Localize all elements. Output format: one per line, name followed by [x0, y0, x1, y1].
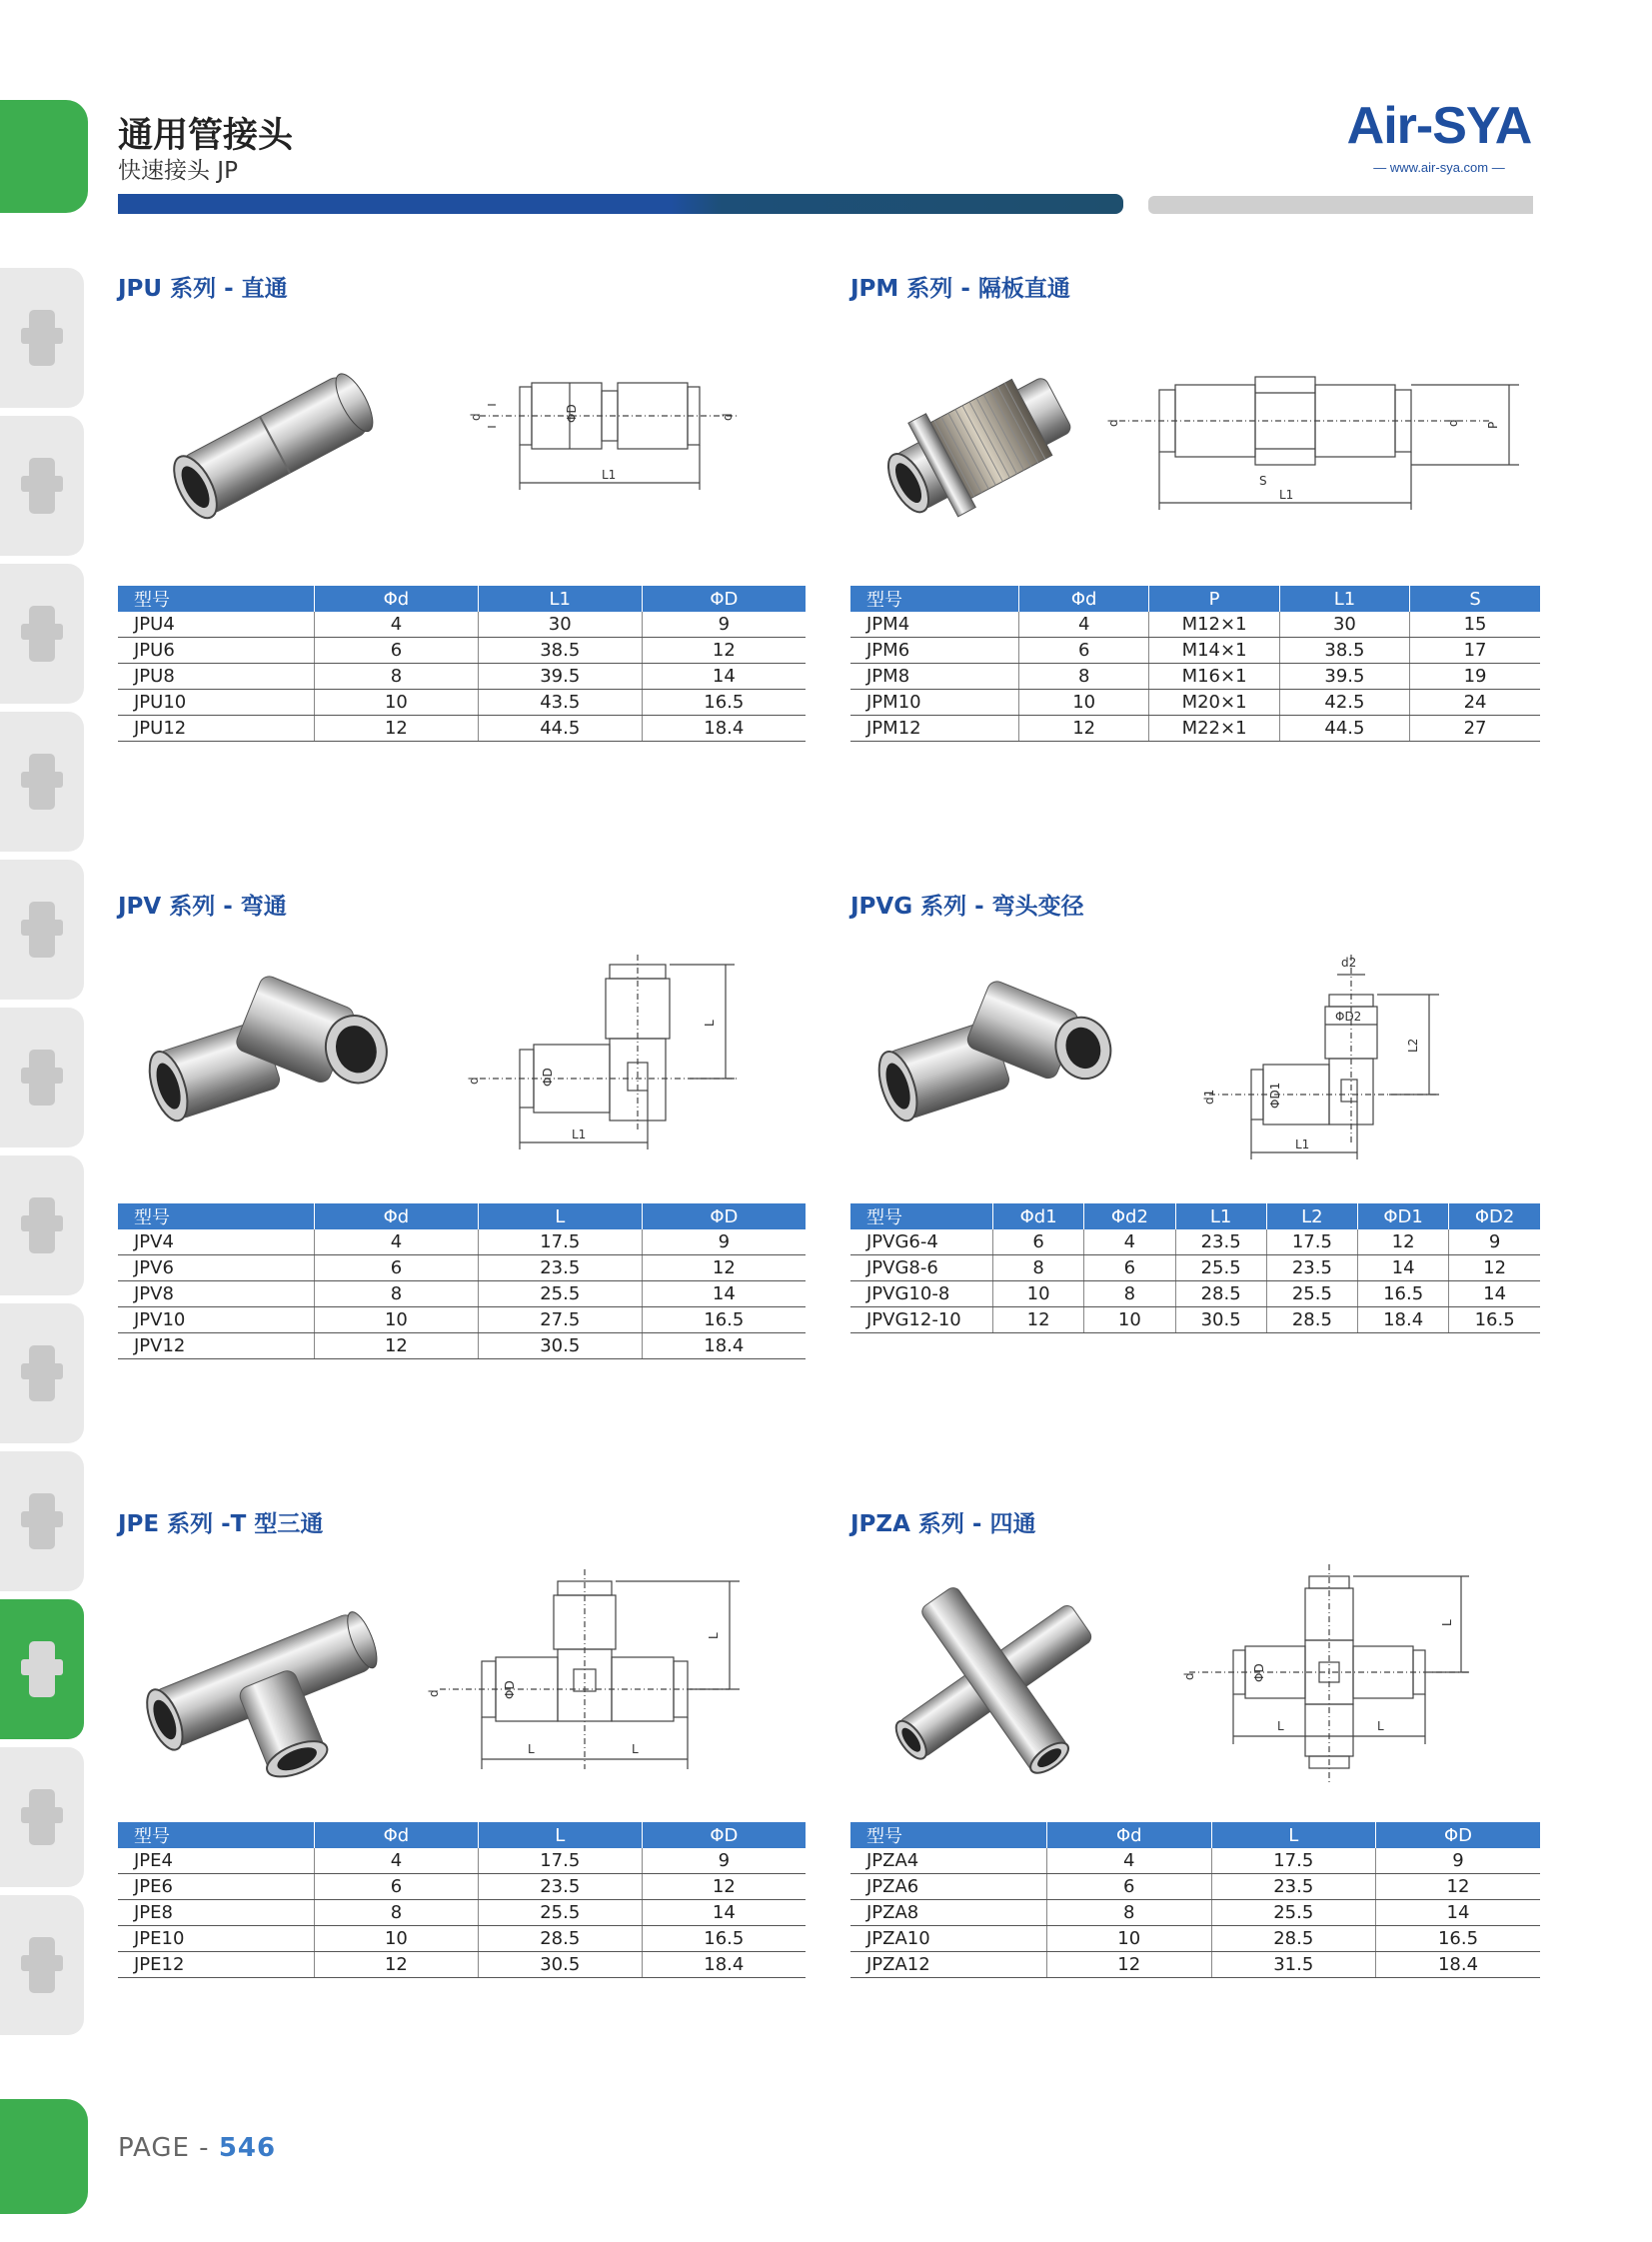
- column-header: ΦD2: [1449, 1203, 1540, 1229]
- table-cell: 8: [1019, 664, 1149, 690]
- table-row: [850, 638, 1540, 664]
- section-title-jpvg: JPVG 系列 - 弯头变径: [850, 894, 1084, 920]
- column-header: L1: [1279, 586, 1409, 612]
- column-header: L: [1211, 1822, 1376, 1848]
- table-cell: 30.5: [478, 1333, 642, 1359]
- jpv-label-phiD: ΦD: [541, 1068, 555, 1087]
- table-cell: 42.5: [1279, 690, 1409, 716]
- table-cell: 9: [642, 1229, 806, 1255]
- sidebar-tab[interactable]: [0, 1155, 84, 1295]
- table-cell: 8: [315, 1281, 479, 1307]
- table-row: [118, 638, 806, 664]
- jpvg-dimension-drawing: [1199, 945, 1459, 1164]
- table-row: [850, 1926, 1540, 1952]
- table-cell: 16.5: [642, 1307, 806, 1333]
- section-title-jpu: JPU 系列 - 直通: [118, 276, 288, 302]
- jpza-label-d: d: [1182, 1672, 1196, 1680]
- section-title-jpv: JPV 系列 - 弯通: [118, 894, 287, 920]
- table-row: [850, 1874, 1540, 1900]
- sidebar-top-accent: [0, 100, 88, 213]
- page-subtitle: 快速接头 JP: [118, 158, 238, 184]
- table-header-row: [850, 1822, 1540, 1848]
- table-cell: 17.5: [1266, 1229, 1357, 1255]
- table-cell: 8: [315, 1900, 479, 1926]
- table-row: [850, 1281, 1540, 1307]
- table-cell: JPVG12-10: [850, 1307, 993, 1333]
- table-cell: 6: [315, 638, 479, 664]
- table-cell: JPM12: [850, 716, 1019, 742]
- table-cell: JPU4: [118, 612, 315, 638]
- column-header: 型号: [850, 1203, 993, 1229]
- gripper-icon: [19, 1481, 65, 1561]
- jpm-spec-table: [850, 586, 1540, 742]
- column-header: Φd: [315, 1203, 479, 1229]
- pipe-fitting-icon: [19, 1629, 65, 1709]
- table-cell: 44.5: [478, 716, 642, 742]
- jpe-label-phiD: ΦD: [503, 1680, 517, 1699]
- table-cell: M14×1: [1149, 638, 1279, 664]
- jpu-label-phiD: ΦD: [565, 404, 579, 423]
- jpvg-label-L1: L1: [1295, 1137, 1310, 1151]
- table-cell: JPV8: [118, 1281, 315, 1307]
- sidebar-tab[interactable]: [0, 860, 84, 1000]
- table-cell: 14: [1358, 1255, 1449, 1281]
- jpm-label-L1: L1: [1279, 488, 1294, 502]
- flow-control-icon: [19, 1185, 65, 1265]
- sidebar-bottom-accent: [0, 2099, 88, 2214]
- table-cell: JPZA12: [850, 1952, 1047, 1978]
- column-header: Φd: [1019, 586, 1149, 612]
- column-header: ΦD: [642, 1822, 806, 1848]
- table-cell: M12×1: [1149, 612, 1279, 638]
- column-header: ΦD: [642, 586, 806, 612]
- table-cell: 10: [315, 690, 479, 716]
- table-cell: 12: [642, 1255, 806, 1281]
- table-cell: 12: [315, 1333, 479, 1359]
- table-cell: JPU6: [118, 638, 315, 664]
- table-cell: JPU12: [118, 716, 315, 742]
- table-cell: 9: [1376, 1848, 1541, 1874]
- table-cell: 18.4: [1358, 1307, 1449, 1333]
- table-cell: JPE8: [118, 1900, 315, 1926]
- page-title: 通用管接头: [118, 116, 294, 156]
- brand-url: — www.air-sya.com —: [1373, 160, 1505, 175]
- table-cell: 44.5: [1279, 716, 1409, 742]
- table-cell: 15: [1410, 612, 1540, 638]
- table-cell: 16.5: [642, 690, 806, 716]
- table-cell: 23.5: [1211, 1874, 1376, 1900]
- vacuum-cup-icon: [19, 1925, 65, 2005]
- table-cell: 23.5: [1175, 1229, 1266, 1255]
- table-cell: 12: [315, 1952, 479, 1978]
- sidebar-tab[interactable]: [0, 712, 84, 852]
- jpe-tee-fitting-photo: [140, 1579, 390, 1779]
- table-row: [118, 1229, 806, 1255]
- table-cell: 27.5: [478, 1307, 642, 1333]
- table-row: [118, 664, 806, 690]
- table-cell: 14: [642, 1900, 806, 1926]
- table-cell: 24: [1410, 690, 1540, 716]
- table-cell: 31.5: [1211, 1952, 1376, 1978]
- jpv-spec-table: [118, 1203, 806, 1359]
- table-cell: 14: [642, 1281, 806, 1307]
- lubricator-icon: [19, 446, 65, 526]
- table-cell: 23.5: [478, 1255, 642, 1281]
- table-cell: JPE6: [118, 1874, 315, 1900]
- jpe-label-L-vertical: L: [707, 1632, 721, 1639]
- jpu-straight-fitting-photo: [160, 355, 390, 535]
- section-title-jpm: JPM 系列 - 隔板直通: [850, 276, 1070, 302]
- table-cell: 27: [1410, 716, 1540, 742]
- table-cell: JPM8: [850, 664, 1019, 690]
- table-cell: 8: [315, 664, 479, 690]
- table-cell: 10: [1047, 1926, 1212, 1952]
- solenoid-valve-icon: [19, 742, 65, 822]
- pressure-gauge-valve-icon: [19, 594, 65, 674]
- table-cell: 14: [1449, 1281, 1540, 1307]
- table-cell: JPVG10-8: [850, 1281, 993, 1307]
- table-cell: 16.5: [1376, 1926, 1541, 1952]
- table-header-row: [850, 586, 1540, 612]
- jpm-label-d2: d: [1446, 419, 1460, 427]
- table-row: [118, 1952, 806, 1978]
- table-cell: 6: [1047, 1874, 1212, 1900]
- table-row: [850, 612, 1540, 638]
- table-cell: JPZA10: [850, 1926, 1047, 1952]
- column-header: 型号: [850, 1822, 1047, 1848]
- table-row: [118, 690, 806, 716]
- table-cell: 6: [315, 1874, 479, 1900]
- column-header: L: [478, 1203, 642, 1229]
- table-row: [118, 1255, 806, 1281]
- silencer-icon: [19, 1777, 65, 1857]
- table-cell: 9: [1449, 1229, 1540, 1255]
- table-header-row: [850, 1203, 1540, 1229]
- table-cell: 25.5: [1175, 1255, 1266, 1281]
- column-header: 型号: [118, 586, 315, 612]
- table-cell: 25.5: [478, 1281, 642, 1307]
- table-cell: M22×1: [1149, 716, 1279, 742]
- jpza-label-L-right: L: [1377, 1719, 1384, 1733]
- sidebar-tab[interactable]: [0, 1008, 84, 1147]
- table-cell: 14: [1376, 1900, 1541, 1926]
- table-header-row: [118, 1822, 806, 1848]
- filter-regulator-icon: [19, 298, 65, 378]
- table-cell: 4: [1084, 1229, 1175, 1255]
- table-cell: 28.5: [1175, 1281, 1266, 1307]
- jpu-label-d2: d: [721, 413, 735, 421]
- table-cell: 25.5: [1211, 1900, 1376, 1926]
- column-header: Φd1: [993, 1203, 1084, 1229]
- column-header: Φd: [1047, 1822, 1212, 1848]
- column-header: P: [1149, 586, 1279, 612]
- table-cell: 4: [315, 1229, 479, 1255]
- page-label-text: PAGE -: [118, 2133, 219, 2163]
- table-cell: 4: [315, 612, 479, 638]
- table-cell: JPM6: [850, 638, 1019, 664]
- column-header: L1: [1175, 1203, 1266, 1229]
- table-cell: 18.4: [1376, 1952, 1541, 1978]
- table-row: [850, 1900, 1540, 1926]
- table-row: [118, 612, 806, 638]
- column-header: L1: [478, 586, 642, 612]
- table-cell: JPE10: [118, 1926, 315, 1952]
- jpe-spec-table: [118, 1822, 806, 1978]
- table-cell: 12: [1019, 716, 1149, 742]
- table-cell: 17.5: [478, 1229, 642, 1255]
- table-cell: M20×1: [1149, 690, 1279, 716]
- table-cell: 28.5: [1266, 1307, 1357, 1333]
- table-cell: 43.5: [478, 690, 642, 716]
- column-header: 型号: [850, 586, 1019, 612]
- sidebar-tab[interactable]: [0, 1303, 84, 1443]
- jpv-label-L1: L1: [572, 1127, 587, 1141]
- sidebar-tab[interactable]: [0, 564, 84, 704]
- jpm-label-S: S: [1259, 474, 1267, 488]
- table-cell: 19: [1410, 664, 1540, 690]
- hand-valve-icon: [19, 890, 65, 970]
- page-number-value: 546: [218, 2133, 277, 2163]
- sidebar-tab[interactable]: [0, 1451, 84, 1591]
- table-cell: 10: [315, 1307, 479, 1333]
- table-cell: 12: [642, 638, 806, 664]
- header-bar-gray: [1148, 196, 1533, 214]
- table-cell: JPZA8: [850, 1900, 1047, 1926]
- column-header: Φd2: [1084, 1203, 1175, 1229]
- table-cell: 30.5: [478, 1952, 642, 1978]
- jpe-label-L-right: L: [632, 1742, 639, 1756]
- jpvg-label-phiD2: ΦD2: [1335, 1010, 1362, 1024]
- table-cell: 30: [1279, 612, 1409, 638]
- table-cell: JPV6: [118, 1255, 315, 1281]
- table-row: [118, 1281, 806, 1307]
- table-cell: 18.4: [642, 1952, 806, 1978]
- column-header: ΦD: [1376, 1822, 1541, 1848]
- column-header: S: [1410, 586, 1540, 612]
- table-cell: JPZA4: [850, 1848, 1047, 1874]
- column-header: 型号: [118, 1203, 315, 1229]
- table-cell: 12: [642, 1874, 806, 1900]
- table-cell: 6: [1084, 1255, 1175, 1281]
- jpvg-label-L2: L2: [1406, 1038, 1420, 1053]
- column-header: 型号: [118, 1822, 315, 1848]
- table-cell: 30.5: [1175, 1307, 1266, 1333]
- table-cell: 6: [993, 1229, 1084, 1255]
- table-cell: 4: [1019, 612, 1149, 638]
- table-row: [850, 1952, 1540, 1978]
- jpvg-label-phiD1: ΦD1: [1268, 1082, 1282, 1109]
- table-cell: 9: [642, 612, 806, 638]
- table-cell: 38.5: [478, 638, 642, 664]
- table-cell: 39.5: [478, 664, 642, 690]
- table-cell: 6: [315, 1255, 479, 1281]
- jpm-dimension-drawing: [1099, 365, 1539, 520]
- jpm-bulkhead-fitting-photo: [869, 350, 1099, 540]
- column-header: ΦD: [642, 1203, 806, 1229]
- page-number: [118, 2133, 276, 2163]
- sidebar-tab[interactable]: [0, 268, 84, 408]
- brand-logo: Air-SYA: [1346, 97, 1532, 155]
- jpm-label-P: P: [1486, 421, 1500, 429]
- jpe-label-d: d: [427, 1689, 441, 1697]
- jpm-label-d: d: [1106, 419, 1120, 427]
- column-header: Φd: [315, 586, 479, 612]
- table-cell: 17.5: [478, 1848, 642, 1874]
- table-row: [850, 1229, 1540, 1255]
- jpvg-spec-table: [850, 1203, 1540, 1333]
- table-cell: 12: [1047, 1952, 1212, 1978]
- jpvg-reducing-elbow-photo: [859, 970, 1129, 1129]
- table-cell: 10: [1019, 690, 1149, 716]
- table-cell: 23.5: [1266, 1255, 1357, 1281]
- table-row: [118, 716, 806, 742]
- air-cylinder-icon: [19, 1333, 65, 1413]
- jpe-label-L-left: L: [528, 1742, 535, 1756]
- table-cell: JPU8: [118, 664, 315, 690]
- table-cell: 12: [1358, 1229, 1449, 1255]
- sidebar-tab[interactable]: [0, 1747, 84, 1887]
- section-title-jpza: JPZA 系列 - 四通: [850, 1511, 1036, 1537]
- table-cell: JPE12: [118, 1952, 315, 1978]
- column-header: ΦD1: [1358, 1203, 1449, 1229]
- table-cell: 8: [1084, 1281, 1175, 1307]
- table-row: [118, 1307, 806, 1333]
- table-cell: 16.5: [1358, 1281, 1449, 1307]
- jpza-spec-table: [850, 1822, 1540, 1978]
- table-row: [850, 1307, 1540, 1333]
- table-cell: JPM4: [850, 612, 1019, 638]
- table-cell: 10: [315, 1926, 479, 1952]
- table-cell: JPV12: [118, 1333, 315, 1359]
- table-cell: 12: [1376, 1874, 1541, 1900]
- table-cell: 18.4: [642, 716, 806, 742]
- table-cell: 12: [1449, 1255, 1540, 1281]
- jpvg-label-d1: d1: [1202, 1089, 1216, 1105]
- section-title-jpe: JPE 系列 -T 型三通: [118, 1511, 324, 1537]
- jpv-elbow-fitting-photo: [130, 970, 400, 1129]
- column-header: L: [478, 1822, 642, 1848]
- table-cell: 18.4: [642, 1333, 806, 1359]
- sidebar-tab[interactable]: [0, 416, 84, 556]
- table-cell: 10: [993, 1281, 1084, 1307]
- column-header: Φd: [315, 1822, 479, 1848]
- table-cell: 4: [315, 1848, 479, 1874]
- table-row: [850, 716, 1540, 742]
- table-row: [118, 1926, 806, 1952]
- header-bar-blue: [118, 194, 1123, 214]
- table-cell: JPU10: [118, 690, 315, 716]
- jpu-label-L1: L1: [602, 468, 617, 482]
- jpza-label-L-vertical: L: [1440, 1619, 1454, 1626]
- table-cell: 28.5: [1211, 1926, 1376, 1952]
- table-cell: 4: [1047, 1848, 1212, 1874]
- jpza-cross-fitting-photo: [879, 1579, 1109, 1779]
- sidebar-tab[interactable]: [0, 1895, 84, 2035]
- table-row: [850, 1848, 1540, 1874]
- table-cell: 38.5: [1279, 638, 1409, 664]
- table-cell: 8: [1047, 1900, 1212, 1926]
- table-header-row: [118, 586, 806, 612]
- table-cell: JPVG6-4: [850, 1229, 993, 1255]
- table-row: [118, 1900, 806, 1926]
- table-cell: 9: [642, 1848, 806, 1874]
- table-cell: 16.5: [1449, 1307, 1540, 1333]
- table-cell: JPM10: [850, 690, 1019, 716]
- table-cell: 10: [1084, 1307, 1175, 1333]
- jpe-dimension-drawing: [410, 1569, 760, 1779]
- table-cell: JPV4: [118, 1229, 315, 1255]
- table-cell: 6: [1019, 638, 1149, 664]
- table-row: [850, 1255, 1540, 1281]
- table-cell: 30: [478, 612, 642, 638]
- jpv-label-d: d: [467, 1077, 481, 1085]
- table-cell: JPV10: [118, 1307, 315, 1333]
- jpza-label-phiD: ΦD: [1252, 1663, 1266, 1682]
- table-cell: 28.5: [478, 1926, 642, 1952]
- table-cell: JPZA6: [850, 1874, 1047, 1900]
- table-header-row: [118, 1203, 806, 1229]
- table-cell: JPE4: [118, 1848, 315, 1874]
- jpu-label-d: d: [469, 413, 483, 421]
- table-row: [118, 1848, 806, 1874]
- table-row: [118, 1333, 806, 1359]
- table-cell: 8: [993, 1255, 1084, 1281]
- table-cell: 12: [993, 1307, 1084, 1333]
- table-row: [850, 690, 1540, 716]
- table-row: [118, 1874, 806, 1900]
- jpv-label-L: L: [703, 1020, 717, 1027]
- jpu-spec-table: [118, 586, 806, 742]
- table-cell: 23.5: [478, 1874, 642, 1900]
- table-cell: 14: [642, 664, 806, 690]
- jpvg-label-d2: d2: [1341, 956, 1357, 970]
- table-cell: 17.5: [1211, 1848, 1376, 1874]
- jpza-dimension-drawing: [1179, 1564, 1479, 1789]
- table-cell: JPVG8-6: [850, 1255, 993, 1281]
- table-cell: 17: [1410, 638, 1540, 664]
- jpv-dimension-drawing: [460, 955, 760, 1154]
- sidebar-tab[interactable]: [0, 1599, 84, 1739]
- table-cell: 12: [315, 716, 479, 742]
- table-row: [850, 664, 1540, 690]
- jpza-label-L-left: L: [1277, 1719, 1284, 1733]
- table-cell: 16.5: [642, 1926, 806, 1952]
- table-cell: M16×1: [1149, 664, 1279, 690]
- table-cell: 25.5: [1266, 1281, 1357, 1307]
- valve-block-icon: [19, 1038, 65, 1118]
- jpu-dimension-drawing: [460, 365, 760, 505]
- table-cell: 39.5: [1279, 664, 1409, 690]
- table-cell: 25.5: [478, 1900, 642, 1926]
- column-header: L2: [1266, 1203, 1357, 1229]
